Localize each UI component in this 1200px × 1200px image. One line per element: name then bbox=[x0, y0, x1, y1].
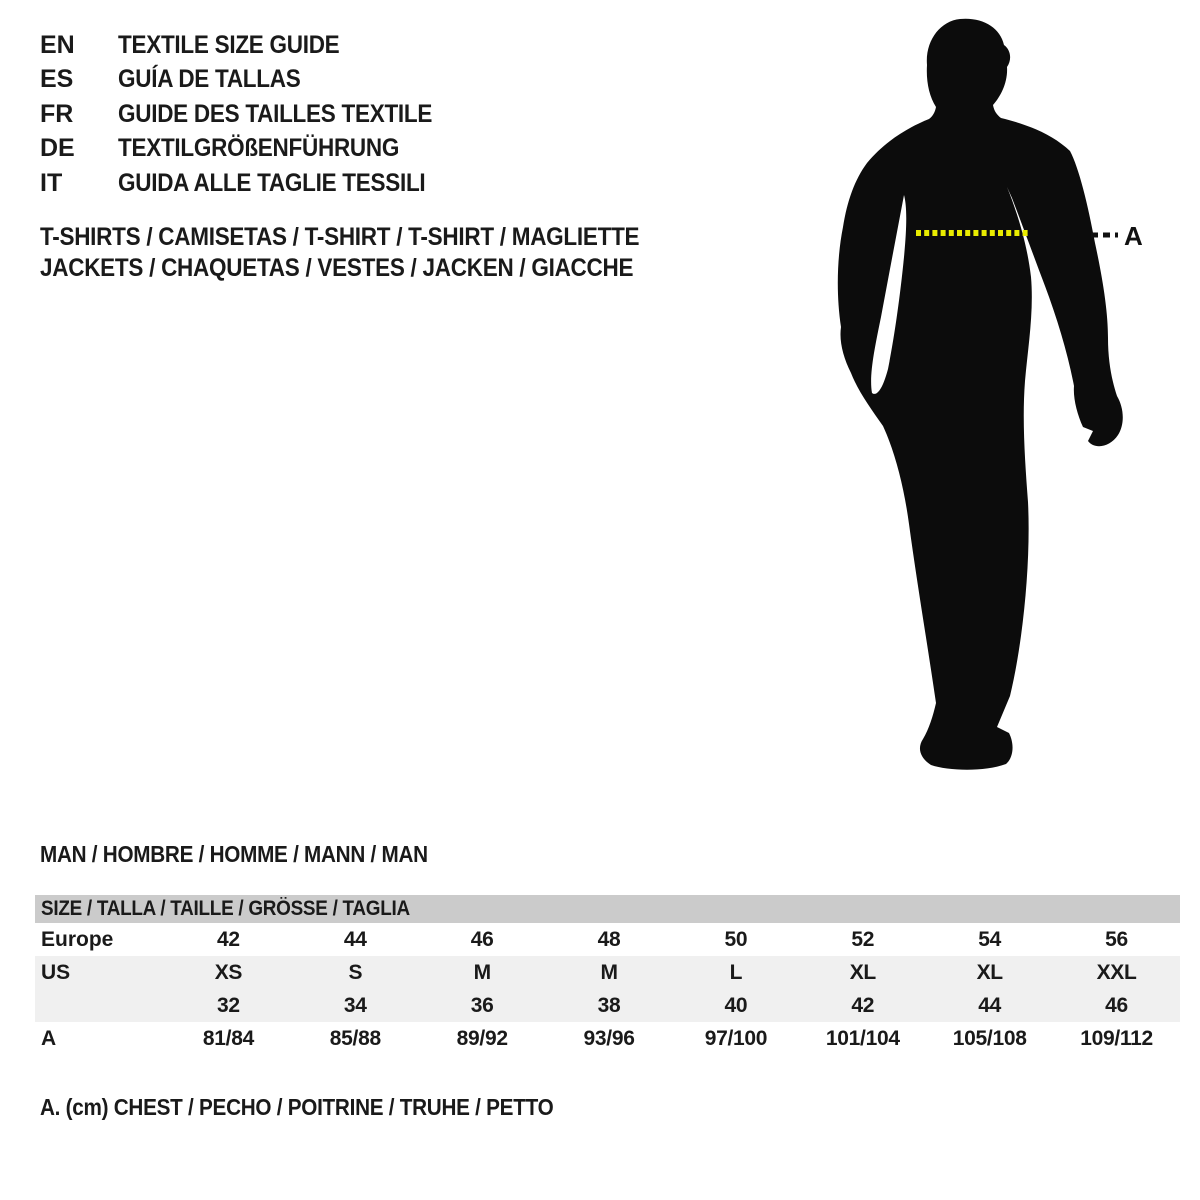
table-cell: 42 bbox=[851, 993, 875, 1017]
language-code: DE bbox=[40, 134, 75, 163]
table-cell: 93/96 bbox=[583, 1026, 635, 1050]
language-label: TEXTILGRÖßENFÜHRUNG bbox=[118, 134, 400, 163]
language-label: TEXTILE SIZE GUIDE bbox=[118, 30, 340, 59]
table-row-europe bbox=[35, 923, 1180, 956]
table-cell: S bbox=[348, 960, 363, 984]
table-cell: 44 bbox=[978, 993, 1002, 1017]
table-cell: 44 bbox=[343, 927, 367, 951]
table-cell: 46 bbox=[1105, 993, 1128, 1017]
language-code: ES bbox=[40, 65, 74, 94]
man-silhouette bbox=[838, 19, 1123, 770]
table-cell: XL bbox=[976, 960, 1003, 984]
table-header-label: SIZE / TALLA / TAILLE / GRÖSSE / TAGLIA bbox=[41, 897, 410, 920]
table-cell: 50 bbox=[724, 927, 748, 951]
table-cell: 46 bbox=[470, 927, 494, 951]
table-cell: XXL bbox=[1096, 960, 1137, 984]
table-cell: 34 bbox=[343, 993, 367, 1017]
language-row bbox=[40, 63, 467, 98]
table-cell: L bbox=[729, 960, 743, 984]
row-label: US bbox=[41, 960, 71, 984]
language-legend bbox=[40, 28, 467, 201]
language-label: GUIDE DES TAILLES TEXTILE bbox=[118, 99, 433, 128]
language-label: GUIDA ALLE TAGLIE TESSILI bbox=[118, 168, 426, 197]
table-cell: 52 bbox=[851, 927, 875, 951]
table-cell: 42 bbox=[217, 927, 240, 951]
category-lines bbox=[40, 222, 706, 284]
table-cell: 89/92 bbox=[456, 1026, 508, 1050]
table-cell: M bbox=[473, 960, 491, 984]
measurement-footnote: A. (cm) CHEST / PECHO / POITRINE / TRUHE / PETTO bbox=[40, 1094, 554, 1120]
table-row-us-numeric bbox=[35, 989, 1180, 1022]
table-cell: 85/88 bbox=[329, 1026, 381, 1050]
table-cell: 81/84 bbox=[202, 1026, 254, 1050]
section-title: MAN / HOMBRE / HOMME / MANN / MAN bbox=[40, 841, 428, 867]
table-cell: 56 bbox=[1105, 927, 1128, 951]
language-code: IT bbox=[40, 168, 63, 197]
table-cell: XL bbox=[849, 960, 876, 984]
table-header-bar bbox=[35, 895, 1180, 923]
table-cell: 38 bbox=[597, 993, 621, 1017]
row-label: Europe bbox=[41, 927, 114, 951]
table-cell: 105/108 bbox=[952, 1026, 1027, 1050]
table-cell: 32 bbox=[217, 993, 240, 1017]
row-label: A bbox=[41, 1026, 57, 1050]
table-cell: M bbox=[600, 960, 618, 984]
language-label: GUÍA DE TALLAS bbox=[118, 65, 301, 94]
measure-label-a: A bbox=[1124, 221, 1143, 251]
language-row bbox=[40, 97, 467, 132]
language-row bbox=[40, 28, 467, 63]
table-cell: 54 bbox=[978, 927, 1002, 951]
table-cell: 36 bbox=[470, 993, 494, 1017]
table-row-chest bbox=[35, 1022, 1180, 1055]
language-row bbox=[40, 132, 467, 167]
language-row bbox=[40, 166, 467, 201]
category-jackets: JACKETS / CHAQUETAS / VESTES / JACKEN / GIACCHE bbox=[40, 254, 634, 282]
man-silhouette-figure bbox=[810, 0, 1200, 800]
table-cell: 101/104 bbox=[825, 1026, 900, 1050]
language-code: EN bbox=[40, 30, 75, 59]
table-cell: 40 bbox=[724, 993, 748, 1017]
table-row-us bbox=[35, 956, 1180, 989]
size-table bbox=[35, 895, 1180, 1055]
table-cell: 109/112 bbox=[1080, 1026, 1153, 1050]
table-cell: 97/100 bbox=[704, 1026, 768, 1050]
language-code: FR bbox=[40, 99, 74, 128]
category-tshirts: T-SHIRTS / CAMISETAS / T-SHIRT / T-SHIRT / MAGLIETTE bbox=[40, 223, 640, 251]
table-cell: XS bbox=[214, 960, 243, 984]
table-cell: 48 bbox=[597, 927, 621, 951]
